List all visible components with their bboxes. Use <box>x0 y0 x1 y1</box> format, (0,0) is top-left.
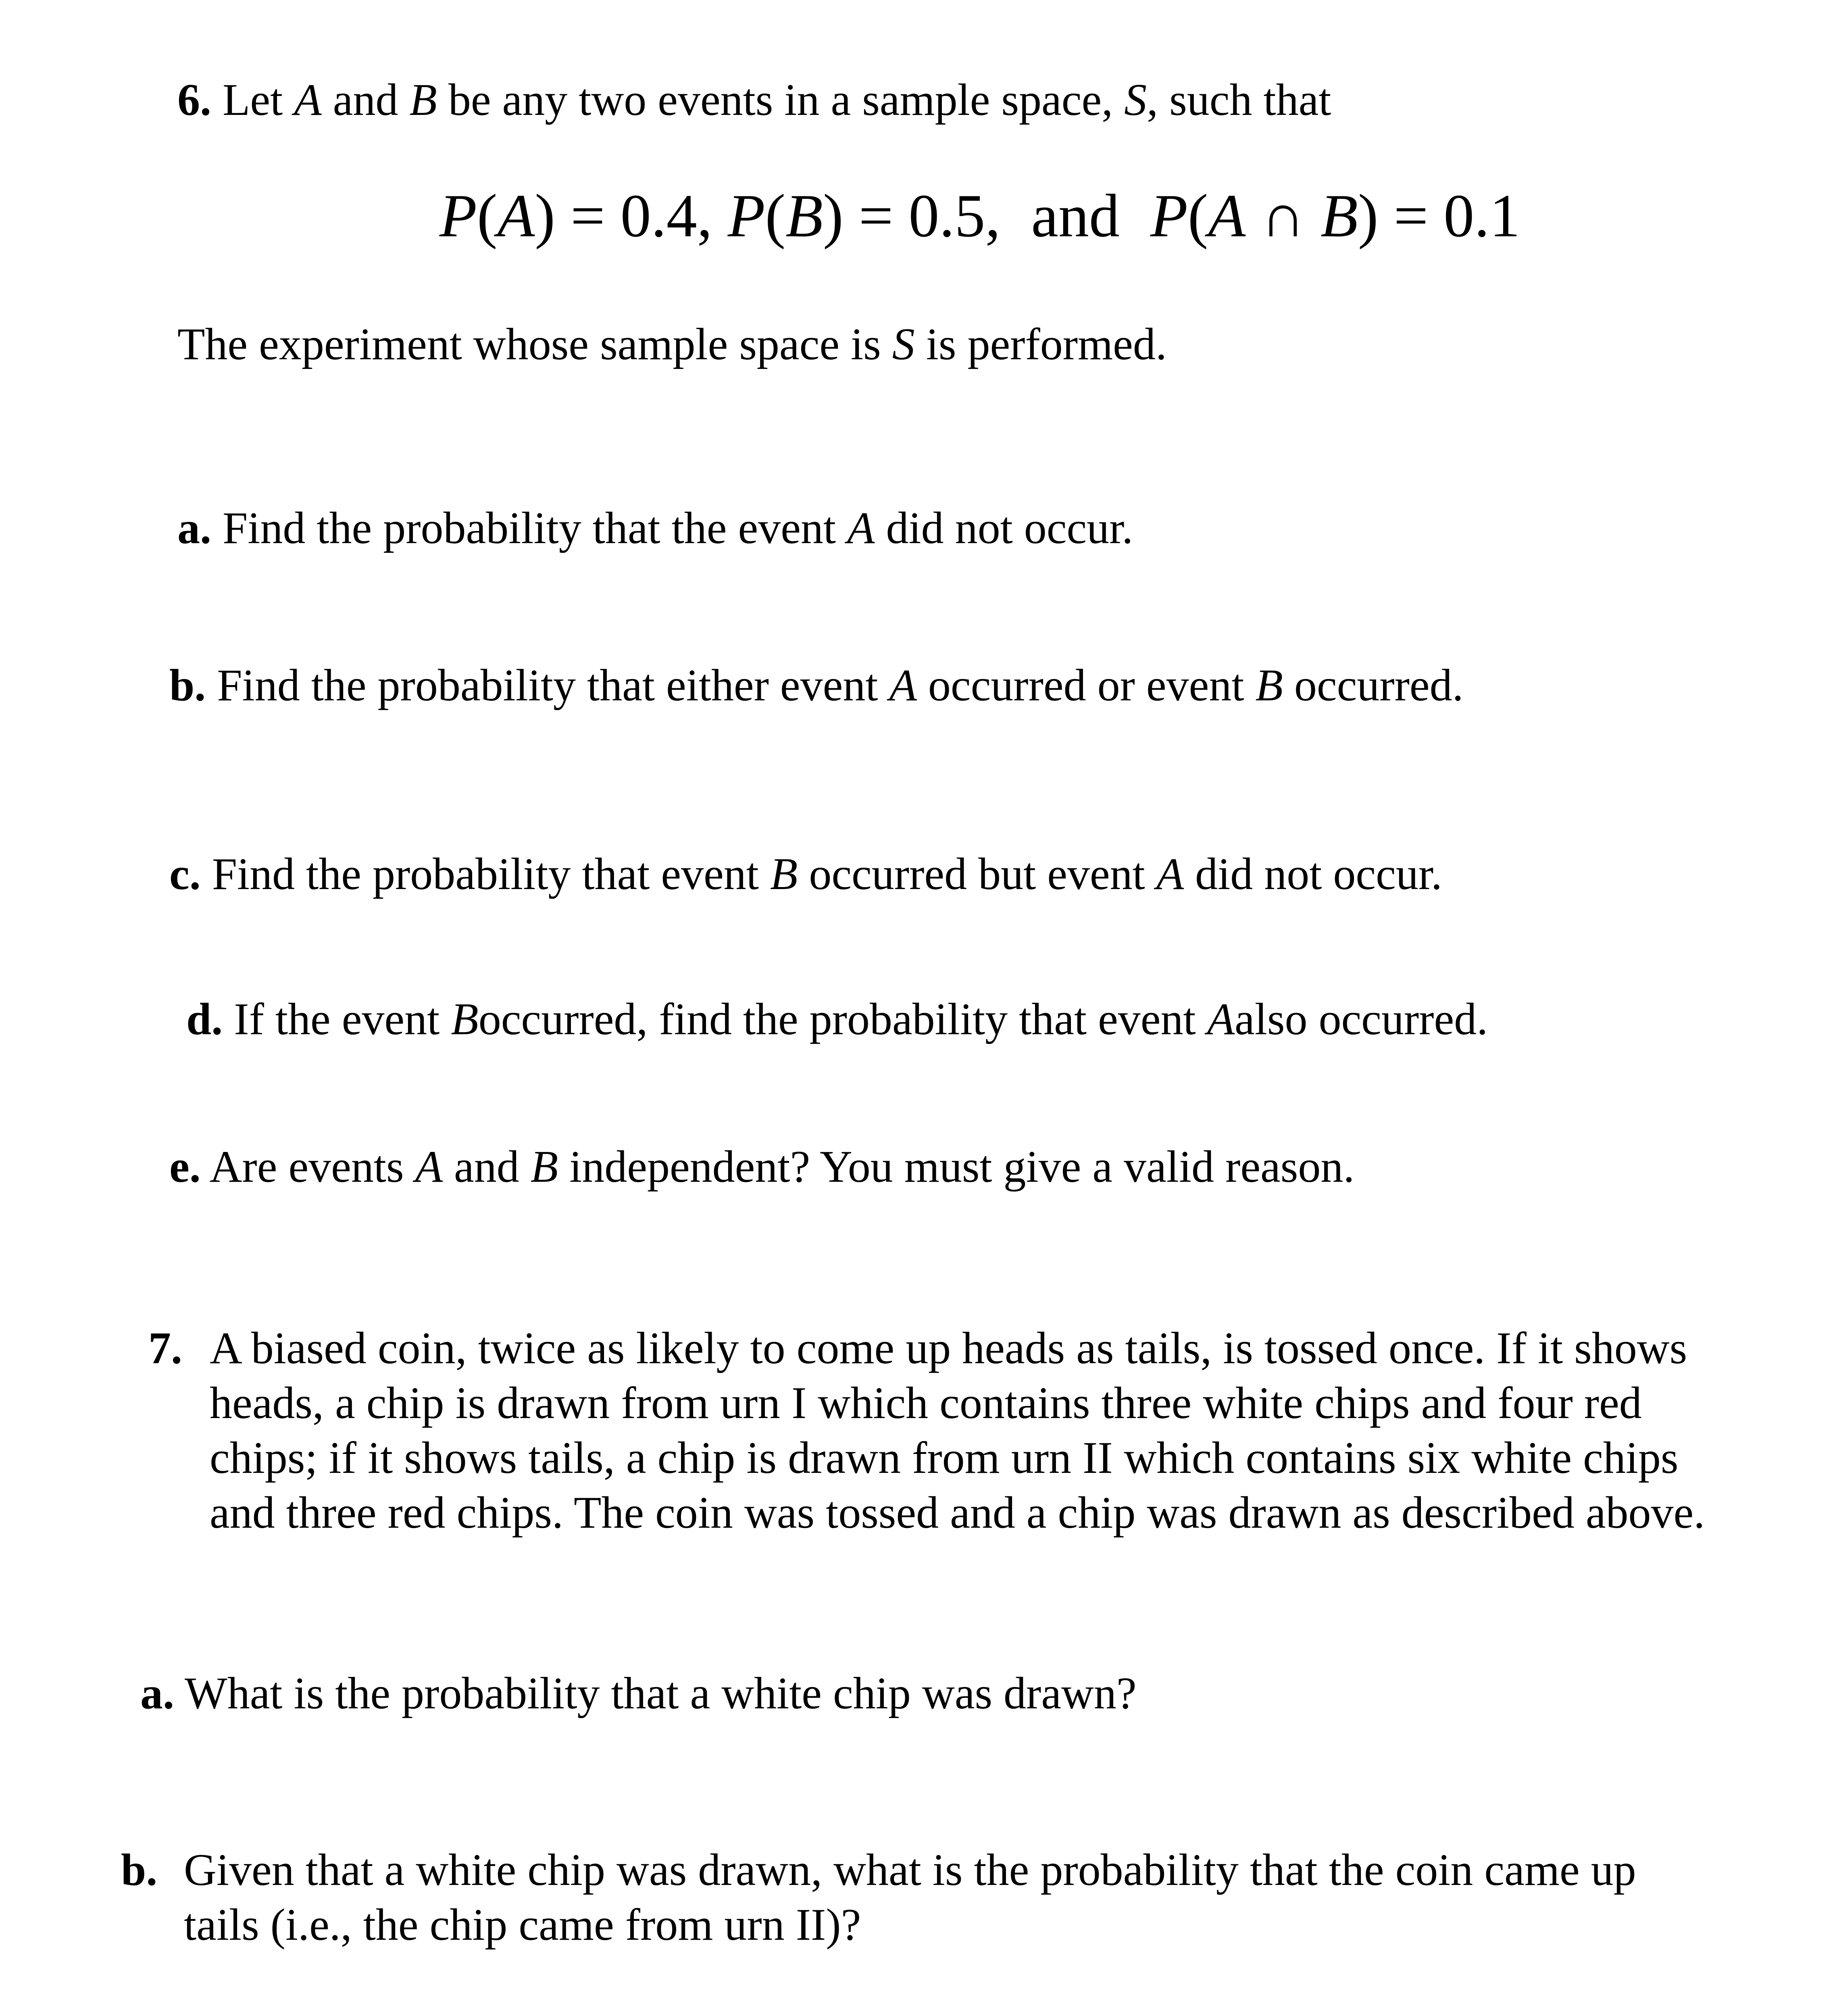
q6-part-d-text-1: If the event <box>234 994 440 1044</box>
q7-part-b-label: b. <box>121 1845 158 1895</box>
var-s: S <box>1124 75 1147 125</box>
var-a: A <box>1156 849 1184 899</box>
formula-pab-open: ( <box>1187 182 1208 250</box>
q6-part-c <box>169 847 1442 902</box>
q7-part-b-line-2: tails (i.e., the chip came from urn II)? <box>184 1900 861 1950</box>
q6-statement-text-1: The experiment whose sample space is <box>177 319 881 369</box>
q6-part-a-text-1: Find the probability that the event <box>223 503 836 553</box>
var-a: A <box>889 660 917 710</box>
q6-intro-text-3: be any two events in a sample space, <box>448 75 1113 125</box>
q6-part-d <box>186 992 1488 1047</box>
formula-intersection: ∩ <box>1246 182 1321 250</box>
q6-part-c-text-3: did not occur. <box>1195 849 1442 899</box>
formula-pb-var: B <box>785 182 823 250</box>
q6-intro-text-2: and <box>333 75 398 125</box>
formula-pa-var: A <box>497 182 535 250</box>
formula-pa-close: ) <box>535 182 555 250</box>
q6-part-d-text-2: occurred, find the probability that event <box>478 994 1196 1044</box>
q6-part-a <box>177 501 1133 556</box>
q6-part-b <box>169 658 1464 713</box>
q6-intro-text-4: , such that <box>1147 75 1331 125</box>
formula-and: and <box>1031 182 1120 250</box>
q6-part-e-label: e. <box>169 1142 201 1192</box>
var-a: A <box>1207 994 1235 1044</box>
formula-pb-p: P <box>727 182 765 250</box>
formula-pa-open: ( <box>477 182 498 250</box>
q6-part-e-text-3: independent? You must give a valid reason. <box>569 1142 1355 1192</box>
var-a: A <box>415 1142 443 1192</box>
q7-line-4: and three red chips. The coin was tossed and a chip was drawn as described above. <box>210 1488 1705 1538</box>
var-b: B <box>1255 660 1283 710</box>
q7-part-b-line-1: Given that a white chip was drawn, what is the probability that the coin came up <box>184 1845 1636 1895</box>
var-s: S <box>892 319 915 369</box>
q7-part-a-label: a. <box>140 1668 174 1718</box>
formula-pab-close: ) <box>1358 182 1379 250</box>
q6-part-e-text-1: Are events <box>209 1142 404 1192</box>
formula-pab-b: B <box>1321 182 1358 250</box>
formula-pab-p: P <box>1150 182 1188 250</box>
q7-part-a <box>140 1666 1137 1721</box>
formula-pb-open: ( <box>765 182 786 250</box>
formula-pa-p: P <box>439 182 477 250</box>
q6-statement-text-2: is performed. <box>926 319 1167 369</box>
var-b: B <box>770 849 798 899</box>
q6-part-a-label: a. <box>177 503 211 553</box>
q7-part-b <box>121 1843 1774 1964</box>
q6-intro <box>177 73 1331 127</box>
q6-part-b-text-2: occurred or event <box>928 660 1244 710</box>
q7-number: 7. <box>148 1323 182 1373</box>
q6-part-d-text-3: also occurred. <box>1235 994 1488 1044</box>
q6-part-d-label: d. <box>186 994 223 1044</box>
q6-formula <box>439 179 1520 252</box>
q7-line-2: heads, a chip is drawn from urn I which contains three white chips and four red <box>210 1378 1642 1428</box>
formula-pa-value: = 0.4, <box>555 182 728 250</box>
var-a: A <box>847 503 875 553</box>
q6-part-b-text-3: occurred. <box>1294 660 1464 710</box>
q6-part-c-text-1: Find the probability that event <box>212 849 759 899</box>
q7-line-1: A biased coin, twice as likely to come up heads as tails, is tossed once. If it shows <box>210 1323 1687 1373</box>
formula-pb-close: ) <box>823 182 844 250</box>
q7-intro <box>148 1321 1802 1547</box>
q7-line-3: chips; if it shows tails, a chip is drawn from urn II which contains six white chips <box>210 1433 1679 1483</box>
q6-part-b-text-1: Find the probability that either event <box>217 660 878 710</box>
formula-pab-a: A <box>1208 182 1246 250</box>
q6-part-a-text-2: did not occur. <box>886 503 1133 553</box>
formula-pb-value: = 0.5, <box>843 182 1016 250</box>
q6-intro-text-1: Let <box>223 75 283 125</box>
q6-part-c-label: c. <box>169 849 201 899</box>
q6-part-e-text-2: and <box>454 1142 519 1192</box>
var-b: B <box>530 1142 558 1192</box>
q6-part-b-label: b. <box>169 660 206 710</box>
q6-part-e <box>169 1139 1354 1194</box>
q6-statement <box>177 317 1167 372</box>
var-b: B <box>409 75 437 125</box>
formula-pab-value: = 0.1 <box>1378 182 1520 250</box>
var-b: B <box>451 994 479 1044</box>
q6-number: 6. <box>177 75 211 125</box>
q7-part-a-text: What is the probability that a white chip was drawn? <box>184 1668 1137 1718</box>
var-a: A <box>294 75 322 125</box>
q6-part-c-text-2: occurred but event <box>809 849 1145 899</box>
